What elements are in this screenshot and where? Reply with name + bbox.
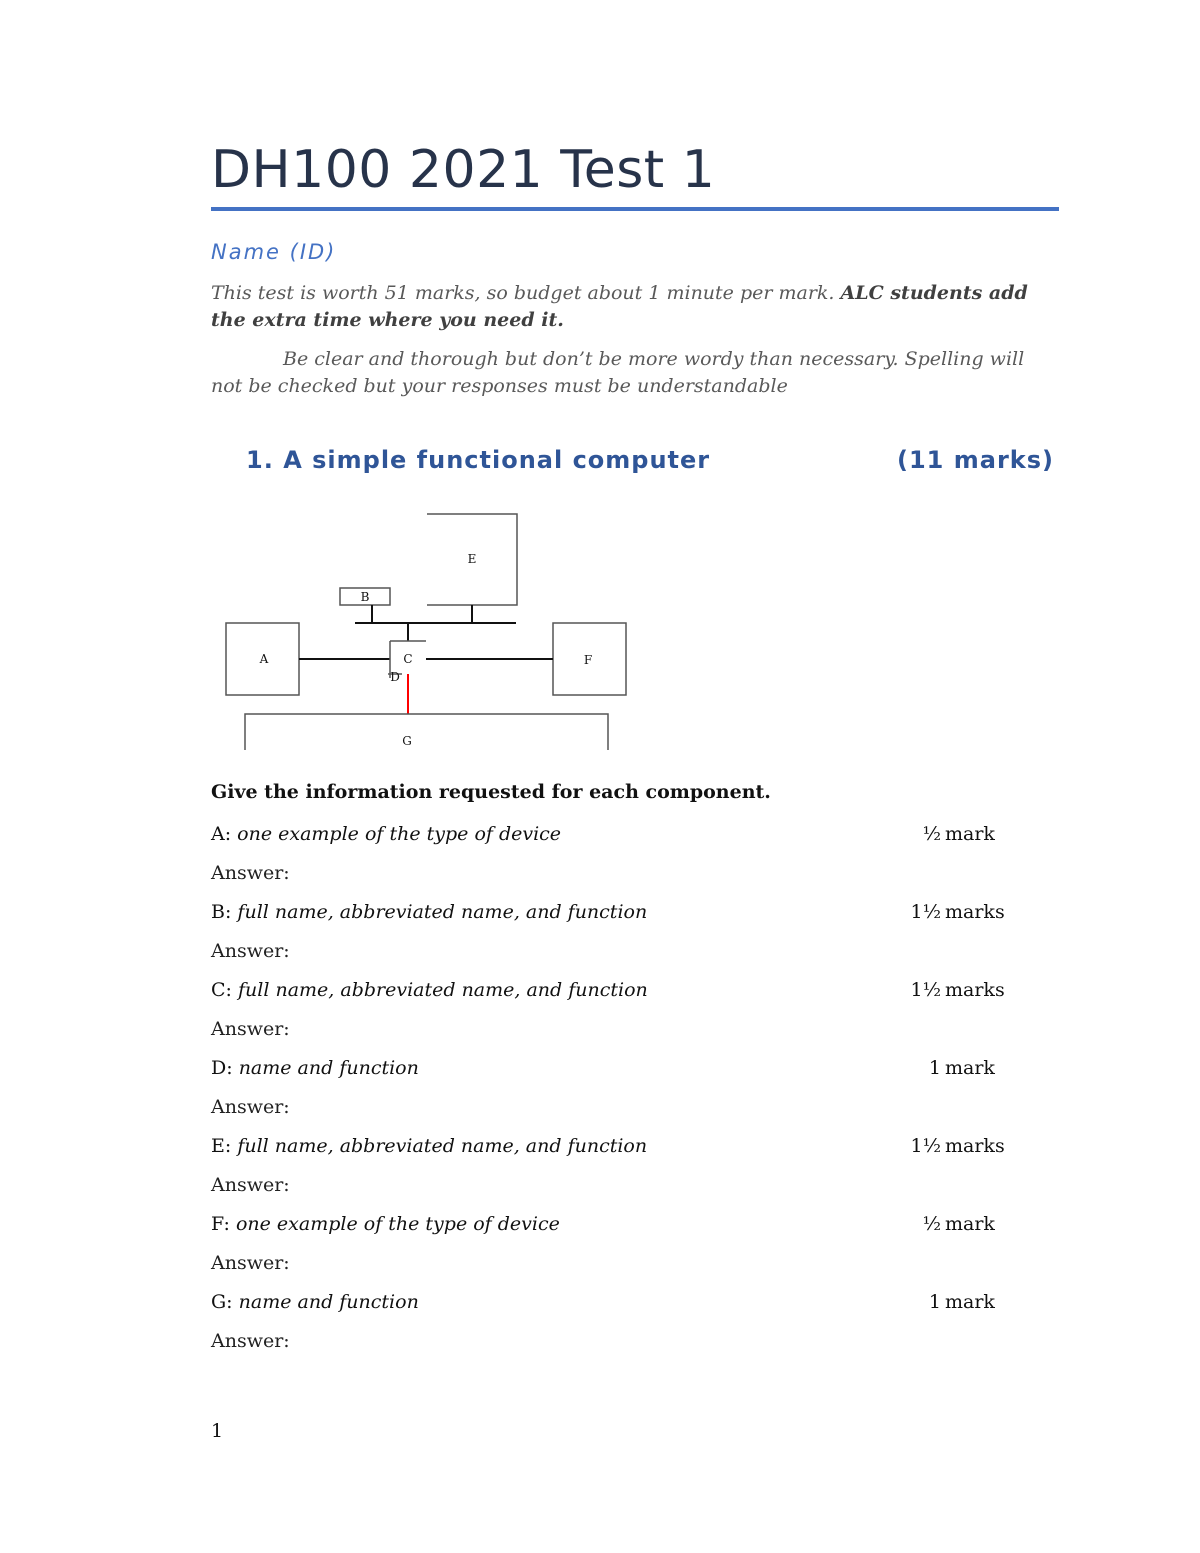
question-mark-unit: marks [945, 979, 1005, 1001]
answer-field[interactable]: Answer: [211, 1252, 290, 1274]
instructions-paragraph: Be clear and thorough but don’t be more wordy than necessary. Spelling will not be checked but your responses must be understandable [211, 348, 1025, 397]
answer-field[interactable]: Answer: [211, 862, 290, 884]
question-row [211, 896, 1011, 935]
question-letter: C: [211, 979, 232, 1001]
question-item [211, 1208, 1011, 1286]
document-title: DH100 2021 Test 1 [211, 140, 716, 200]
question-list [211, 818, 1011, 1364]
answer-field[interactable]: Answer: [211, 1174, 290, 1196]
question-row [211, 818, 1011, 857]
question-letter: G: [211, 1291, 233, 1313]
page-number: 1 [211, 1420, 224, 1442]
section-instruction: Give the information requested for each component. [211, 781, 771, 803]
question-mark-unit: mark [945, 1057, 995, 1079]
label-a: A [259, 652, 269, 666]
question-mark-value: 1½ [910, 901, 941, 923]
question-letter: A: [211, 823, 232, 845]
label-e: E [467, 552, 477, 566]
question-item [211, 896, 1011, 974]
question-prompt: full name, abbreviated name, and function [238, 979, 648, 1001]
question-letter: B: [211, 901, 232, 923]
label-d: D [390, 670, 400, 684]
question-row [211, 1052, 1011, 1091]
question-mark-value: 1 [928, 1291, 941, 1313]
intro-text: This test is worth 51 marks, so budget about 1 minute per mark. [211, 282, 841, 304]
question-item [211, 1130, 1011, 1208]
question-prompt: full name, abbreviated name, and function [237, 901, 648, 923]
question-row [211, 1286, 1011, 1325]
question-mark-unit: marks [945, 1135, 1005, 1157]
question-letter: E: [211, 1135, 232, 1157]
question-row [211, 974, 1011, 1013]
question-row [211, 1130, 1011, 1169]
label-b: B [360, 590, 370, 604]
question-prompt: one example of the type of device [235, 1213, 560, 1235]
name-id-field: Name (ID) [211, 240, 337, 264]
question-prompt: name and function [238, 1057, 419, 1079]
title-underline [211, 207, 1059, 211]
question-letter: D: [211, 1057, 233, 1079]
question-mark-unit: marks [945, 901, 1005, 923]
question-prompt: full name, abbreviated name, and function [237, 1135, 648, 1157]
question-mark-unit: mark [945, 1291, 995, 1313]
intro-bold-text: ALC students add the extra time where you need it. [211, 282, 1028, 331]
question-item [211, 818, 1011, 896]
section-number: 1. [246, 446, 274, 474]
question-prompt: name and function [238, 1291, 419, 1313]
question-mark-unit: mark [945, 823, 995, 845]
answer-field[interactable]: Answer: [211, 1018, 290, 1040]
question-mark-value: 1½ [910, 1135, 941, 1157]
intro-paragraph [211, 280, 1059, 334]
answer-field[interactable]: Answer: [211, 1096, 290, 1118]
question-mark-value: 1 [928, 1057, 941, 1079]
question-prompt: one example of the type of device [237, 823, 562, 845]
section-title: A simple functional computer [283, 446, 711, 474]
question-item [211, 1052, 1011, 1130]
component-g-box [245, 714, 608, 750]
answer-field[interactable]: Answer: [211, 1330, 290, 1352]
question-mark-value: ½ [922, 823, 941, 845]
question-mark-value: ½ [922, 1213, 941, 1235]
question-row [211, 1208, 1011, 1247]
answer-field[interactable]: Answer: [211, 940, 290, 962]
section-marks: (11 marks) [897, 446, 1054, 474]
section-heading [246, 446, 1054, 474]
question-mark-unit: mark [945, 1213, 995, 1235]
label-g: G [402, 734, 412, 748]
label-c: C [403, 652, 413, 666]
question-item [211, 974, 1011, 1052]
computer-diagram [220, 508, 640, 758]
label-f: F [583, 653, 593, 667]
question-letter: F: [211, 1213, 230, 1235]
question-item [211, 1286, 1011, 1364]
question-mark-value: 1½ [910, 979, 941, 1001]
